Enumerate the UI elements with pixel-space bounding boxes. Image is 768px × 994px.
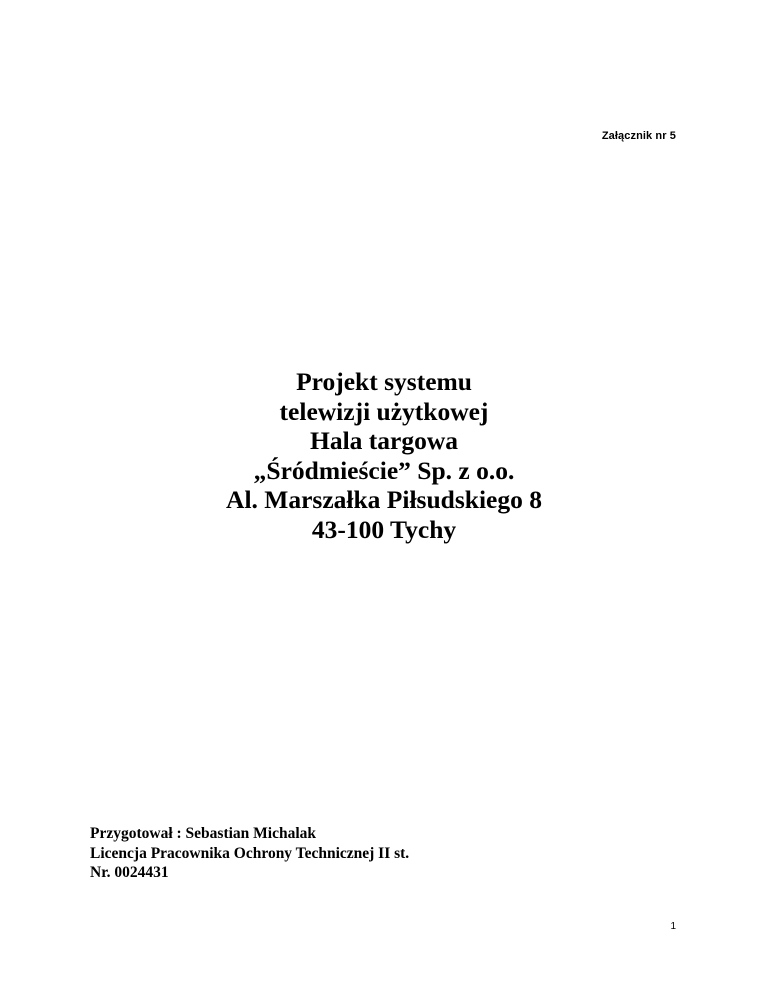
attachment-label: Załącznik nr 5 <box>601 130 676 142</box>
title-line: 43-100 Tychy <box>311 514 457 544</box>
page-number: 1 <box>670 921 676 932</box>
author-block <box>90 824 409 883</box>
document-title <box>0 367 768 544</box>
title-line: Al. Marszałka Piłsudskiego 8 <box>226 485 542 514</box>
title-line: Projekt systemu <box>296 367 472 396</box>
title-line: Hala targowa <box>309 426 459 455</box>
license-text: Licencja Pracownika Ochrony Technicznej II st. <box>90 844 410 862</box>
title-line: telewizji użytkowej <box>279 396 489 426</box>
title-line: „Śródmieście” Sp. z o.o. <box>253 455 515 485</box>
prepared-by: Przygotował : Sebastian Michalak <box>90 825 317 842</box>
license-number: Nr. 0024431 <box>90 864 169 881</box>
